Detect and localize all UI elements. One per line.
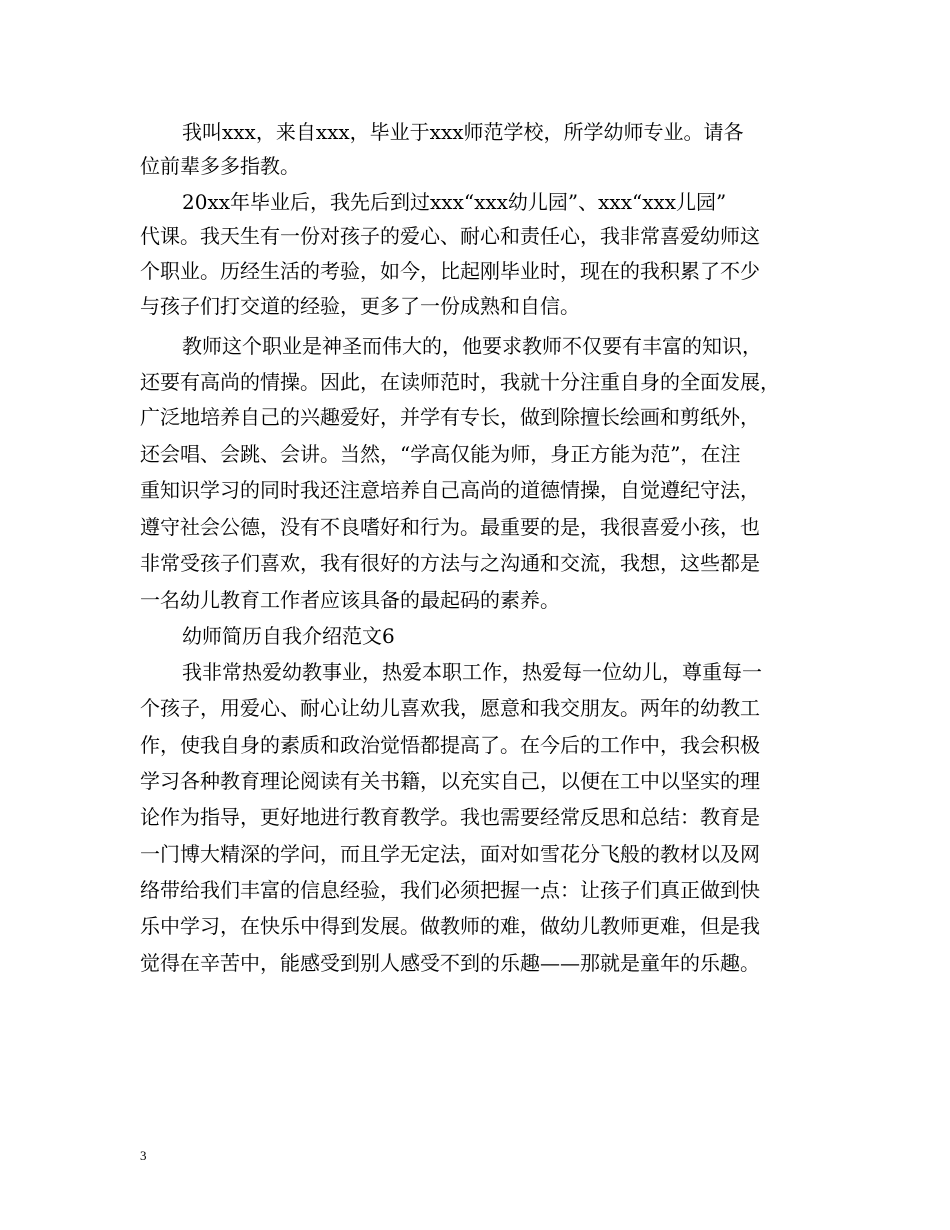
text-line: 遵守社会公德，没有不良嗜好和行为。最重要的是，我很喜爱小孩，也 (140, 515, 760, 539)
text-line: 代课。我天生有一份对孩子的爱心、耐心和责任心，我非常喜爱幼师这 (140, 224, 760, 248)
text-line: 乐中学习，在快乐中得到发展。做教师的难，做幼儿教师更难，但是我 (140, 914, 760, 938)
text-line: 还要有高尚的情操。因此，在读师范时，我就十分注重自身的全面发展， (140, 370, 780, 394)
text-line: 非常受孩子们喜欢，我有很好的方法与之沟通和交流，我想，这些都是 (140, 551, 760, 575)
text-line: 广泛地培养自己的兴趣爱好，并学有专长，做到除擅长绘画和剪纸外， (140, 405, 760, 429)
text-line: 与孩子们打交道的经验，更多了一份成熟和自信。 (140, 294, 580, 318)
text-line: 个职业。历经生活的考验，如今，比起刚毕业时，现在的我积累了不少 (140, 259, 760, 283)
text-line: 还会唱、会跳、会讲。当然，“学高仅能为师，身正方能为范”，在注 (140, 442, 741, 466)
text-line: 络带给我们丰富的信息经验，我们必须把握一点：让孩子们真正做到快 (140, 878, 760, 902)
text-line: 重知识学习的同时我还注意培养自己高尚的道德情操，自觉遵纪守法， (140, 478, 760, 502)
text-line: 一名幼儿教育工作者应该具备的最起码的素养。 (140, 588, 560, 612)
text-line: 觉得在辛苦中，能感受到别人感受不到的乐趣——那就是童年的乐趣。 (140, 951, 760, 975)
text-line: 20xx年毕业后，我先后到过xxx“xxx幼儿园”、xxx“xxx儿园” (182, 190, 727, 214)
text-line: 我叫xxx，来自xxx，毕业于xxx师范学校，所学幼师专业。请各 (182, 120, 744, 144)
text-line: 我非常热爱幼教事业，热爱本职工作，热爱每一位幼儿，尊重每一 (182, 660, 762, 684)
text-line: 教师这个职业是神圣而伟大的，他要求教师不仅要有丰富的知识， (182, 334, 762, 358)
page-number: 3 (140, 1148, 147, 1163)
text-line: 作，使我自身的素质和政治觉悟都提高了。在今后的工作中，我会积极 (140, 733, 760, 757)
text-line: 学习各种教育理论阅读有关书籍，以充实自己，以便在工中以坚实的理 (140, 769, 760, 793)
text-line: 一门博大精深的学问，而且学无定法，面对如雪花分飞般的教材以及网 (140, 842, 760, 866)
section-heading: 幼师简历自我介绍范文6 (182, 624, 395, 648)
text-line: 位前辈多多指教。 (140, 154, 300, 178)
text-line: 论作为指导，更好地进行教育教学。我也需要经常反思和总结：教育是 (140, 805, 760, 829)
text-line: 个孩子，用爱心、耐心让幼儿喜欢我，愿意和我交朋友。两年的幼教工 (140, 696, 760, 720)
